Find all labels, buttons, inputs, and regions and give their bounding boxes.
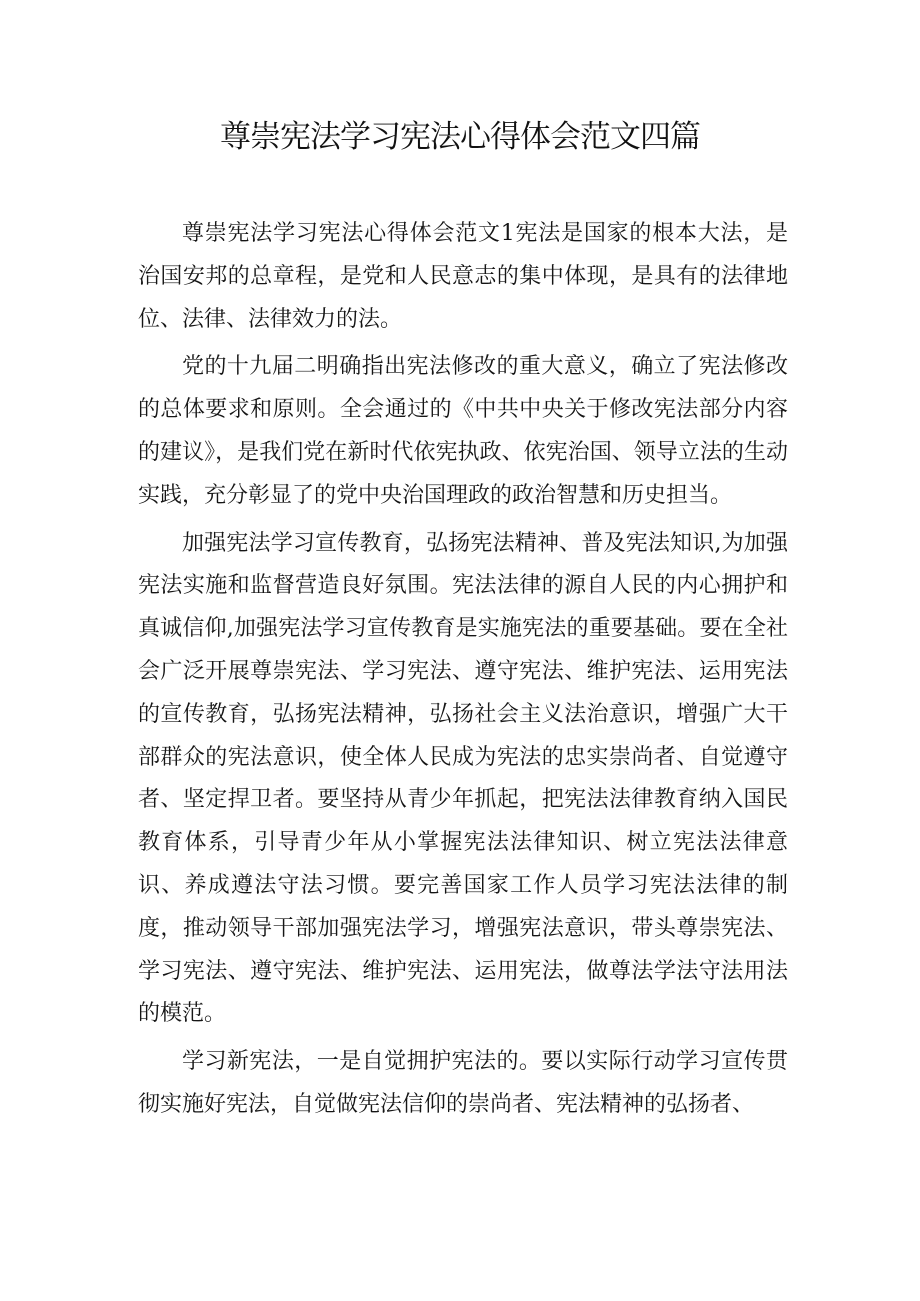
paragraph-2: 党的十九届二明确指出宪法修改的重大意义，确立了宪法修改的总体要求和原则。全会通过的《中共中央关于修改宪法部分内容的建议》，是我们党在新时代依宪执政、依宪治国、领导立法的生动实践，充分彰显了的党中央治国理政的政治智慧和历史担当。 [138,354,788,508]
document-title: 尊崇宪法学习宪法心得体会范文四篇 [220,119,700,155]
paragraph-4: 学习新宪法，一是自觉拥护宪法的。要以实际行动学习宣传贯彻实施好宪法，自觉做宪法信仰的崇尚者、宪法精神的弘扬者、 [138,1049,788,1117]
paragraph-1: 尊崇宪法学习宪法心得体会范文1宪法是国家的根本大法，是治国安邦的总章程，是党和人民意志的集中体现，是具有的法律地位、法律、法律效力的法。 [138,221,788,332]
paragraph-3: 加强宪法学习宣传教育，弘扬宪法精神、普及宪法知识,为加强宪法实施和监督营造良好氛围。宪法法律的源自人民的内心拥护和真诚信仰,加强宪法学习宣传教育是实施宪法的重要基础。要在全社会广泛开展尊崇宪法、学习宪法、遵守宪法、维护宪法、运用宪法的宣传教育，弘扬宪法精神，弘扬社会主义法治意识，增强广大干部群众的宪法意识，使全体人民成为宪法的忠实崇尚者、自觉遵守者、坚定捍卫者。要坚持从青少年抓起，把宪法法律教育纳入国民教育体系，引导青少年从小掌握宪法法律知识、树立宪法法律意识、养成遵法守法习惯。要完善国家工作人员学习宪法法律的制度，推动领导干部加强宪法学习，增强宪法意识，带头尊崇宪法、学习宪法、遵守宪法、维护宪法、运用宪法，做尊法学法守法用法的模范。 [138,530,788,1027]
document-body [138,213,788,1132]
